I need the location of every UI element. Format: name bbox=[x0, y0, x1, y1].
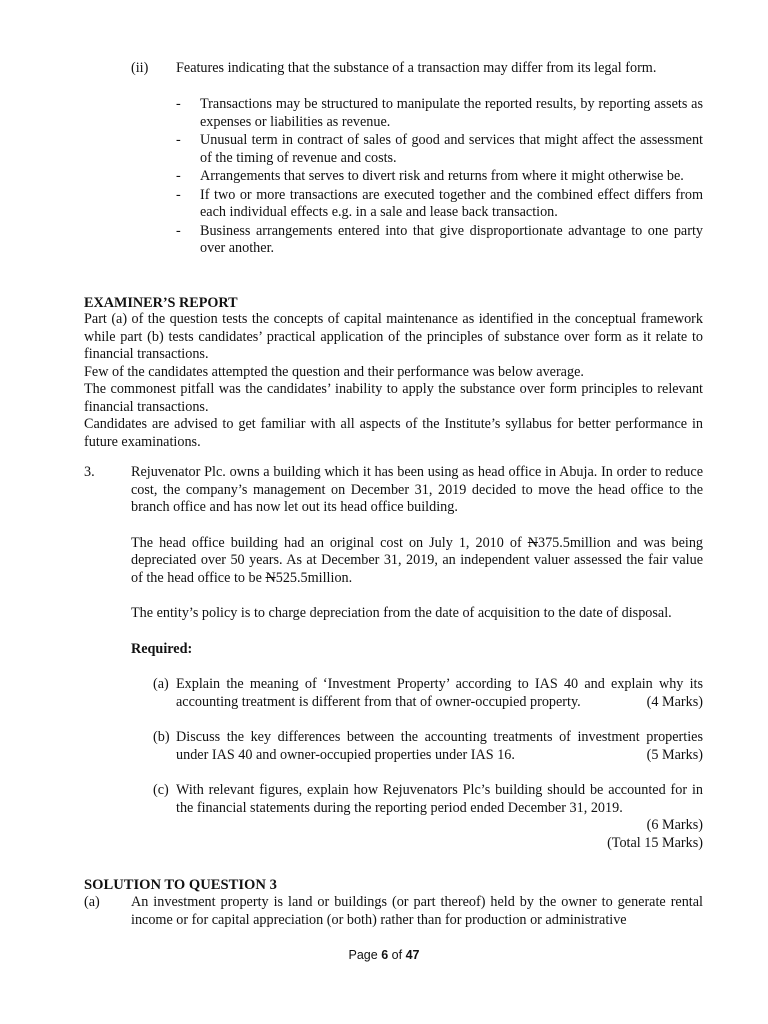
question-number: 3. bbox=[84, 464, 95, 480]
page-footer bbox=[0, 947, 768, 965]
examiners-report-body bbox=[84, 311, 703, 451]
question-paragraph-2: The head office building had an original cost on July 1, 2010 of N375.5million and was being depreciated over 50 years. As at December 31, 2019, an independent valuer assessed the fair value of the head office to be N525.5million. bbox=[131, 534, 704, 586]
marks-label: (4 Marks) bbox=[646, 693, 703, 710]
bullet-dash: - bbox=[176, 222, 181, 239]
report-paragraph: Part (a) of the question tests the concepts of capital maintenance as identified in the conceptual framework while part (b) tests candidates’ practical application of the principles of substance over form as it relate to financial transactions. bbox=[84, 311, 703, 362]
marks-label: (6 Marks) bbox=[646, 817, 703, 833]
page-separator: of bbox=[391, 948, 403, 962]
part-ii-heading: Features indicating that the substance of a transaction may differ from its legal form. bbox=[176, 60, 657, 76]
required-item-label: (c) bbox=[153, 782, 169, 798]
examiners-report-heading: EXAMINER’S REPORT bbox=[84, 295, 238, 311]
bullet-dash: - bbox=[176, 96, 181, 112]
list-item: - Arrangements that serves to divert risk and returns from where it might otherwise be. bbox=[176, 168, 684, 184]
solution-part-label: (a) bbox=[84, 894, 100, 910]
list-item: - Business arrangements entered into that give disproportionate advantage to one party over another. bbox=[176, 222, 703, 256]
required-heading: Required: bbox=[131, 640, 193, 657]
bullet-dash: - bbox=[176, 186, 181, 203]
list-item: - Transactions may be structured to manipulate the reported results, by reporting assets as expenses or liabilities as revenue. bbox=[176, 96, 703, 130]
part-ii-label: (ii) bbox=[131, 60, 149, 76]
required-list bbox=[131, 676, 703, 852]
required-item-b: (b) Discuss the key differences between the accounting treatments of investment properties under IAS 40 and owner-occupied properties under IAS 16. (5 Marks) bbox=[153, 729, 703, 763]
total-marks: (Total 15 Marks) bbox=[607, 834, 703, 851]
required-item-a: (a) Explain the meaning of ‘Investment Property’ according to IAS 40 and explain why its accounting treatment is different from that of owner-occupied property. (4 Marks) bbox=[153, 676, 703, 710]
bullet-dash: - bbox=[176, 132, 181, 148]
question-paragraph-3: The entity’s policy is to charge depreciation from the date of acquisition to the date of disposal. bbox=[131, 605, 672, 621]
marks-label: (5 Marks) bbox=[646, 746, 703, 763]
required-item-label: (b) bbox=[153, 729, 170, 745]
solution-text: An investment property is land or buildings (or part thereof) held by the owner to generate rental income or for capital appreciation (or both) rather than for production or administrative bbox=[131, 894, 703, 928]
required-item-c: (c) With relevant figures, explain how Rejuvenators Plc’s building should be accounted for in the financial statements during the reporting period ended December 31, 2019. (6 Marks) (Total 15 Marks) bbox=[153, 782, 703, 851]
report-paragraph: Few of the candidates attempted the question and their performance was below average. bbox=[84, 363, 584, 380]
list-item: - If two or more transactions are executed together and the combined effect differs from each individual effects e.g. in a sale and lease back transaction. bbox=[176, 186, 703, 220]
current-page: 6 bbox=[381, 948, 389, 962]
bullet-dash: - bbox=[176, 168, 181, 184]
question-3-body bbox=[131, 464, 703, 852]
list-item: - Unusual term in contract of sales of good and services that might affect the assessment of the timing of revenue and costs. bbox=[176, 132, 703, 166]
report-paragraph: Candidates are advised to get familiar with all aspects of the Institute’s syllabus for better performance in future examinations. bbox=[84, 416, 703, 450]
report-paragraph: The commonest pitfall was the candidates’ inability to apply the substance over form principles to relevant financial transactions. bbox=[84, 381, 703, 415]
total-pages: 47 bbox=[405, 948, 420, 962]
naira-symbol: N bbox=[527, 534, 538, 551]
question-paragraph-1: Rejuvenator Plc. owns a building which it has been using as head office in Abuja. In order to reduce cost, the company’s management on December 31, 2019 decided to move the head office to the branch office and has now let out its head office building. bbox=[131, 464, 703, 515]
page-prefix: Page bbox=[348, 948, 378, 962]
solution-heading: SOLUTION TO QUESTION 3 bbox=[84, 877, 277, 893]
required-item-label: (a) bbox=[153, 676, 169, 692]
naira-symbol: N bbox=[265, 569, 276, 586]
substance-features-list bbox=[176, 96, 703, 259]
